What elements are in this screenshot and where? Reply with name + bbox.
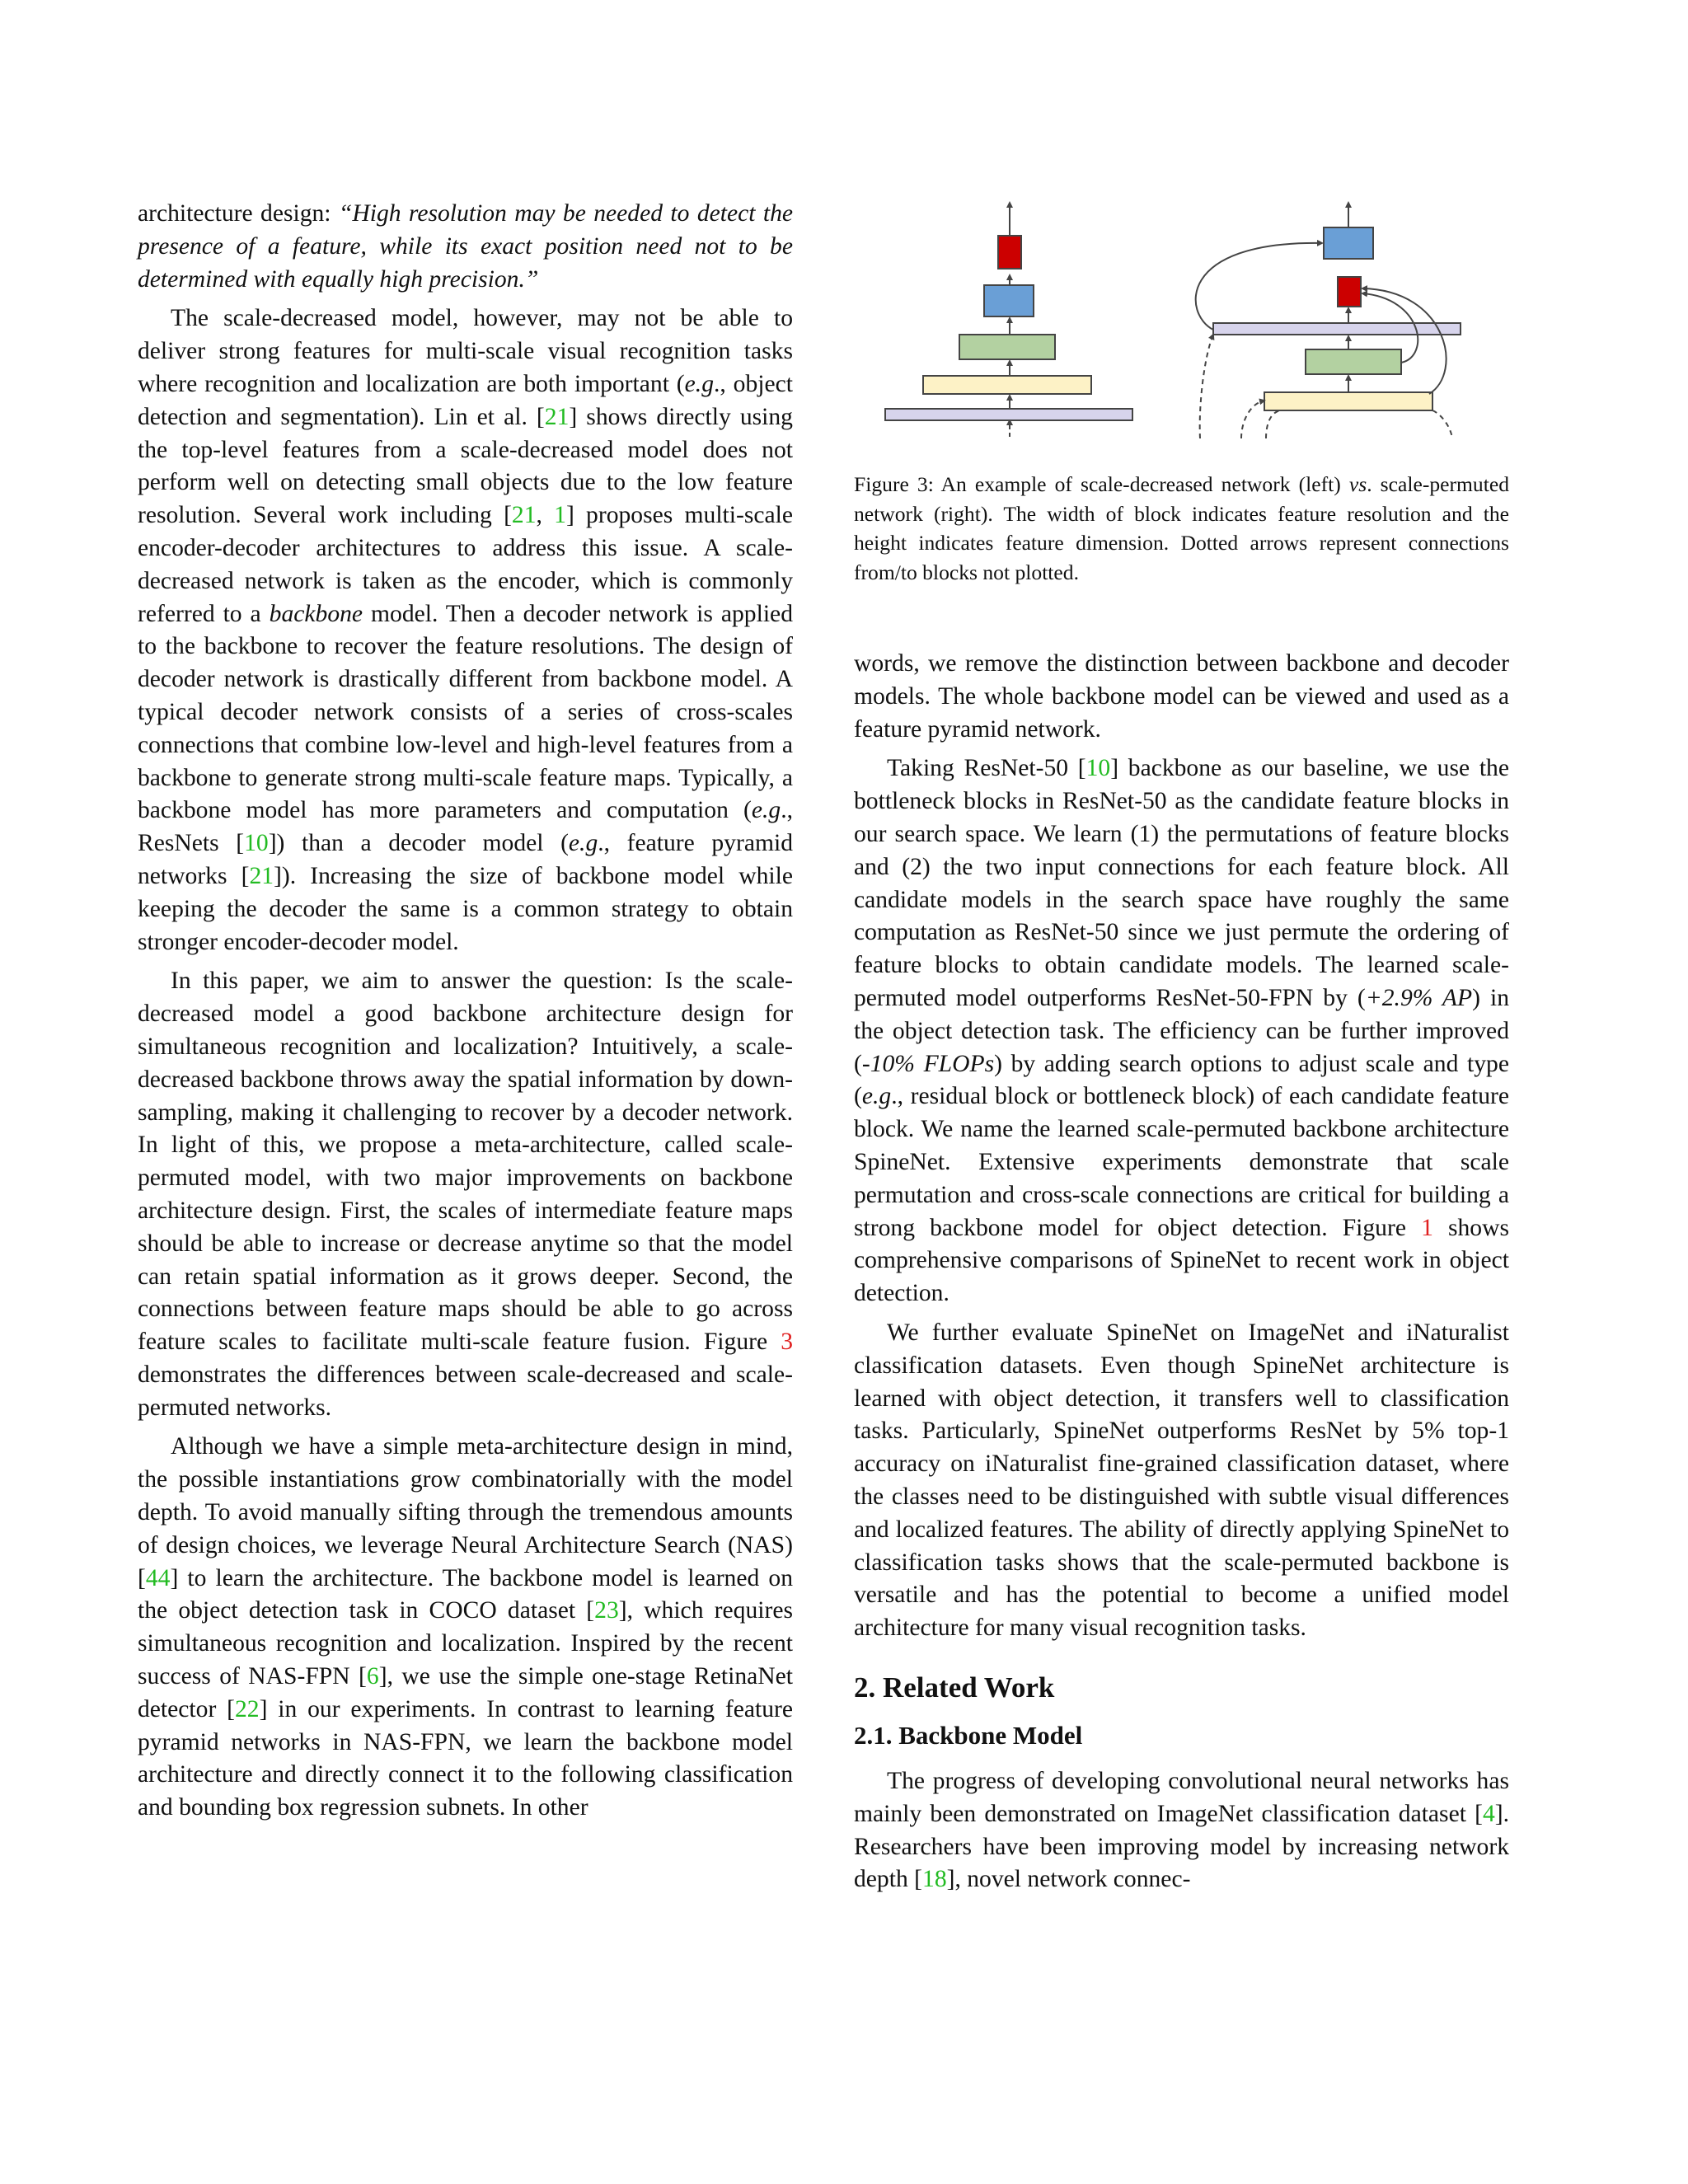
citation-10[interactable]: 10 <box>1085 755 1111 782</box>
paragraph-resnet50: Taking ResNet-50 [10] backbone as our baseline, we use the bottleneck blocks in ResNet-50 as the candidate feature blocks in our search space. We learn (1) the permutations of feature blocks and (2) the two input connections for each feature block. All candidate models in the search space have roughly the same computation as ResNet-50 since we just permute the ordering of feature blocks to obtain candidate models. The learned scale-permuted model outperforms ResNet-50-FPN by (+2.9% AP) in the object detection task. The efficiency can be further improved (-10% FLOPs) by adding search options to adjust scale and type (e.g., residual block or bottleneck block) of each candidate feature block. We name the learned scale-permuted backbone architecture SpineNet. Extensive experiments demonstrate that scale permutation and cross-scale connections are critical for building a strong backbone model for object detection. Figure 1 shows comprehensive comparisons of SpineNet to recent work in object detection. <box>854 755 1510 1307</box>
block-green <box>1306 349 1401 374</box>
scale-decreased-network <box>885 203 1132 437</box>
citation-1[interactable]: 1 <box>554 502 566 529</box>
citation-10[interactable]: 10 <box>244 830 269 857</box>
citation-44[interactable]: 44 <box>145 1564 171 1591</box>
figure-3-diagram <box>854 191 1509 455</box>
quote: “High resolution may be needed to detect the presence of a feature, while its exact position need not to be determined with equally high precision.” <box>138 200 793 293</box>
citation-4[interactable]: 4 <box>1482 1800 1495 1827</box>
citation-21[interactable]: 21 <box>249 862 274 889</box>
figure-3-caption: Figure 3: An example of scale-decreased network (left) vs. scale-permuted network (right). The width of block indicates feature resolution and the height indicates feature dimension. Dotted arrows represent connections from/to blocks not plotted. <box>854 472 1509 584</box>
paragraph-meta-architecture: Although we have a simple meta-architecture design in mind, the possible instantiations grow combinatorially with the model depth. To avoid manually sifting through the tremendous amounts of design choices, we leverage Neural Architecture Search (NAS) [44] to learn the architecture. The backbone model is learned on the object detection task in COCO dataset [23], which requires simultaneous recognition and localization. Inspired by the recent success of NAS-FPN [6], we use the simple one-stage RetinaNet detector [22] in our experiments. In contrast to learning feature pyramid networks in NAS-FPN, we learn the backbone model architecture and directly connect it to the following classification and bounding box regression subnets. In other <box>138 1433 793 1821</box>
right-column <box>854 648 1509 1896</box>
left-column <box>138 198 793 1825</box>
block-red <box>1338 277 1361 307</box>
section-title: 2. Related Work <box>854 1671 1055 1704</box>
block-green <box>959 335 1055 359</box>
figure-ref-1[interactable]: 1 <box>1421 1214 1433 1241</box>
citation-23[interactable]: 23 <box>594 1597 619 1624</box>
paragraph-backbone-model: The progress of developing convolutional neural networks has mainly been demonstrated on ImageNet classification dataset [4]. Researchers have been improving model by increasing network depth [18], novel network connec- <box>854 1767 1509 1893</box>
block-lavender <box>1213 323 1461 335</box>
paragraph-this-paper: In this paper, we aim to answer the question: Is the scale-decreased model a good backbone architecture design for simultaneous recognition and localization? Intuitively, a scale-decreased backbone throws away the spatial information by down-sampling, making it challenging to recover by a decoder network. In light of this, we propose a meta-architecture, called scale-permuted model, with two major improvements on backbone architecture design. First, the scales of intermediate feature maps should be able to increase or decrease anytime so that the model can retain spatial information as it grows deeper. Second, the connections between feature maps should be able to go across feature scales to facilitate multi-scale feature fusion. Figure 3 demonstrates the differences between scale-decreased and scale-permuted networks. <box>138 968 793 1421</box>
paragraph-classification: We further evaluate SpineNet on ImageNet and iNaturalist classification datasets. Even though SpineNet architecture is learned with object detection, it transfers well to classification tasks. Particularly, SpineNet outperforms ResNet by 5% top-1 accuracy on iNaturalist fine-grained classification dataset, where the classes need to be distinguished with subtle visual differences and localized features. The ability of directly applying SpineNet to classification tasks shows that the scale-permuted backbone is versatile and has the potential to become a unified model architecture for many visual recognition tasks. <box>854 1319 1509 1642</box>
paragraph-continuation: words, we remove the distinction between backbone and decoder models. The whole backbone model can be viewed and used as a feature pyramid network. <box>854 650 1509 743</box>
block-yellow <box>923 376 1091 394</box>
citation-21[interactable]: 21 <box>544 403 570 430</box>
block-blue <box>984 285 1034 316</box>
block-red <box>998 236 1021 269</box>
figure-3 <box>854 191 1509 587</box>
paragraph-intro-quote: architecture design: “High resolution may be needed to detect the presence of a feature, while its exact position need not to be determined with equally high precision.” <box>138 200 793 293</box>
citation-18[interactable]: 18 <box>922 1866 947 1893</box>
subsection-title: 2.1. Backbone Model <box>854 1720 1083 1750</box>
figure-ref-3[interactable]: 3 <box>781 1329 793 1356</box>
citation-21[interactable]: 21 <box>511 502 537 529</box>
citation-6[interactable]: 6 <box>366 1663 379 1690</box>
citation-22[interactable]: 22 <box>234 1695 260 1722</box>
scale-permuted-network <box>1196 203 1461 438</box>
paragraph-scale-decreased: The scale-decreased model, however, may not be able to deliver strong features for multi-scale visual recognition tasks where recognition and localization are both important (e.g., object detection and segmentation). Lin et al. [21] shows directly using the top-level features from a scale-decreased model does not perform well on detecting small objects due to the low feature resolution. Several work including [21, 1] proposes multi-scale encoder-decoder architectures to address this issue. A scale-decreased network is taken as the encoder, which is commonly referred to a backbone model. Then a decoder network is applied to the backbone to recover the feature resolutions. The design of decoder network is drastically different from backbone model. A typical decoder network consists of a series of cross-scales connections that combine low-level and high-level features from a backbone to generate strong multi-scale feature maps. Typically, a backbone model has more parameters and computation (e.g., ResNets [10]) than a decoder model (e.g., feature pyramid networks [21]). Increasing the size of backbone model while keeping the decoder the same is a common strategy to obtain stronger encoder-decoder model. <box>138 305 794 955</box>
block-blue <box>1324 227 1373 259</box>
block-lavender <box>885 409 1132 420</box>
block-yellow <box>1264 392 1432 410</box>
